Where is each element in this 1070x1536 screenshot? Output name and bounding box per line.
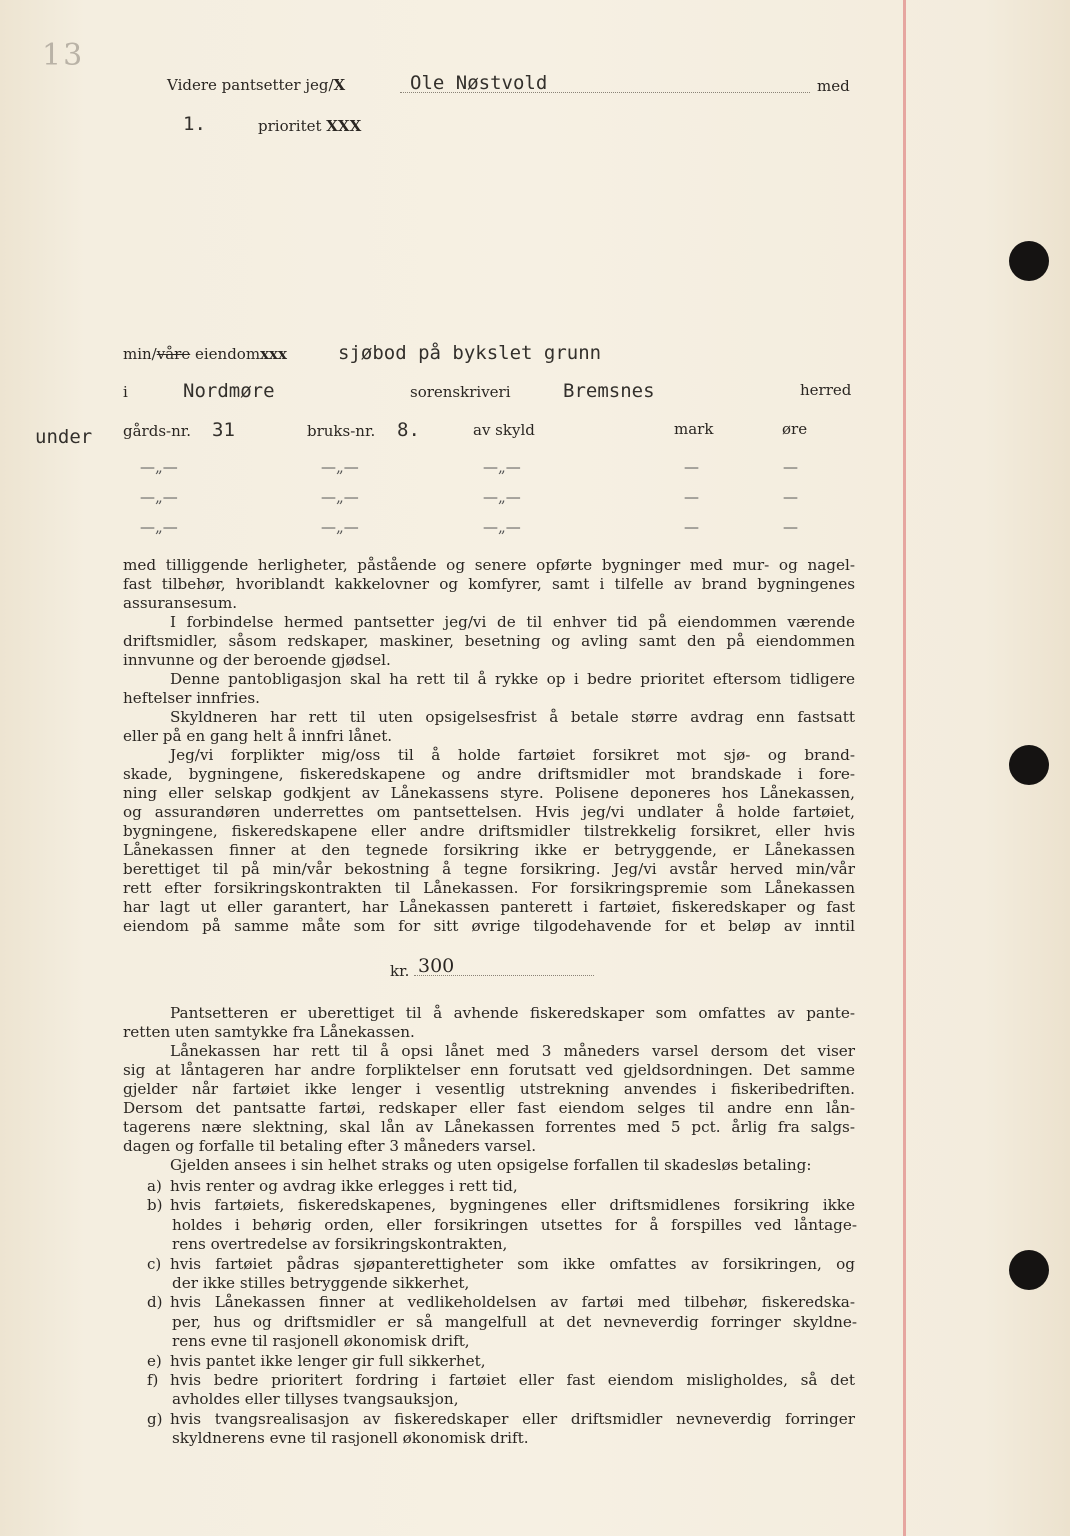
district: Nordmøre	[183, 380, 275, 402]
condition-letter: f)	[147, 1371, 159, 1389]
paragraph-line: eller på en gang helt å innfri lånet.	[123, 727, 393, 745]
condition-letter: e)	[147, 1351, 162, 1370]
paragraph-line: og assurandøren underrettes om pantsettelsen. Hvis jeg/vi undlater å holde fartøiet,	[123, 803, 855, 821]
condition-line: avholdes eller tillyses tvangsauksjon,	[172, 1390, 459, 1409]
property-description: sjøbod på bykslet grunn	[338, 342, 602, 364]
paragraph-line: ning eller selskap godkjent av Lånekassens styre. Polisene deponeres hos Lånekassen,	[123, 784, 855, 802]
condition-line: hvis fartøiet pådras sjøpanterettigheter som ikke omfattes av forsikringen, og	[170, 1254, 855, 1273]
condition-line: hvis fartøiets, fiskeredskapenes, bygningenes eller driftsmidlenes forsikring ikke	[170, 1196, 855, 1215]
property-prefix: min/våre eiendomxxx	[123, 345, 287, 363]
dash-mark: —	[684, 488, 699, 506]
ditto-mark: —„—	[321, 488, 359, 506]
mark-label: mark	[674, 420, 714, 438]
paragraph-line: Lånekassen finner at den tegnede forsikring ikke er betryggende, er Lånekassen	[123, 841, 855, 859]
dash-mark: —	[783, 518, 798, 536]
ditto-mark: —„—	[140, 488, 178, 506]
header-line	[167, 76, 345, 94]
paragraph-line: innvunne og der beroende gjødsel.	[123, 651, 391, 669]
condition-letter: g)	[147, 1409, 163, 1428]
paragraph-line: Lånekassen har rett til å opsi lånet med 3 måneders varsel dersom det viser	[170, 1042, 855, 1060]
priority-x: XXX	[326, 117, 362, 135]
paragraph-line: Denne pantobligasjon skal ha rett til å rykke op i bedre prioritet eftersom tidligere	[170, 670, 855, 688]
skyld-label: av skyld	[473, 421, 535, 439]
ditto-mark: —„—	[321, 518, 359, 536]
condition-letter: c)	[147, 1254, 162, 1273]
ditto-mark: —„—	[321, 458, 359, 476]
margin-rule	[903, 0, 906, 1536]
dash-mark: —	[783, 458, 798, 476]
paragraph-line: sig at låntageren har andre forpliktelser enn forutsatt ved gjeldsordningen. Det samme	[123, 1061, 855, 1079]
priority-label: prioritet XXX	[258, 117, 362, 135]
amount-label: kr.	[390, 962, 410, 980]
paragraph-line: driftsmidler, såsom redskaper, maskiner, besetning og avling samt den på eiendommen	[123, 632, 855, 650]
paragraph-line: gjelder når fartøiet ikke lenger i vesentlig utstrekning anvendes i fiskeribedriften.	[123, 1080, 855, 1098]
ditto-mark: —„—	[483, 458, 521, 476]
dotted-line	[414, 975, 594, 976]
condition-letter: a)	[147, 1177, 162, 1195]
ditto-mark: —„—	[140, 458, 178, 476]
ore-label: øre	[782, 420, 808, 438]
under-label: under	[35, 426, 93, 448]
paragraph-line: med tilliggende herligheter, påstående og senere opførte bygninger med mur- og nagel-	[123, 556, 855, 574]
condition-line: hvis tvangsrealisasjon av fiskeredskaper eller driftsmidler nevneverdig forringer	[170, 1409, 855, 1428]
condition-letter: b)	[147, 1196, 163, 1215]
herred-label: herred	[800, 381, 852, 399]
paragraph-line: bygningene, fiskeredskapene eller andre driftsmidler tilstrekkelig forsikret, eller hvis	[123, 822, 855, 840]
punch-hole	[1009, 1250, 1049, 1290]
punch-hole	[1009, 241, 1049, 281]
paragraph-line: assuransesum.	[123, 594, 238, 612]
paragraph-line: retten uten samtykke fra Lånekassen.	[123, 1023, 415, 1041]
condition-line: hvis Lånekassen finner at vedlikeholdelsen av fartøi med tilbehør, fiskeredska-	[170, 1293, 855, 1312]
paragraph-line: I forbindelse hermed pantsetter jeg/vi de til enhver tid på eiendommen værende	[170, 613, 855, 631]
dash-mark: —	[684, 518, 699, 536]
paragraph-line: rett efter forsikringskontrakten til Lånekassen. For forsikringspremie som Lånekassen	[123, 879, 855, 897]
paragraph-line: berettiget til på min/vår bekostning å tegne forsikring. Jeg/vi avstår herved min/vår	[123, 860, 855, 878]
header-x: X	[333, 76, 346, 94]
bruks-label: bruks-nr.	[307, 422, 376, 440]
paragraph-line: Dersom det pantsatte fartøi, redskaper eller fast eiendom selges til andre enn lån-	[123, 1099, 855, 1117]
owner-name: Ole Nøstvold	[410, 72, 548, 94]
dash-mark: —	[783, 488, 798, 506]
dash-mark: —	[684, 458, 699, 476]
corner-mark: 13	[42, 38, 85, 73]
paragraph-line: Skyldneren har rett til uten opsigelsesfrist å betale større avdrag enn fastsatt	[170, 708, 855, 726]
priority-number: 1.	[183, 113, 206, 135]
condition-line: holdes i behørig orden, eller forsikringen utsettes for å forspilles ved låntage-	[172, 1215, 857, 1234]
municipality: Bremsnes	[563, 380, 655, 402]
paragraph-line: Pantsetteren er uberettiget til å avhende fiskeredskaper som omfattes av pante-	[170, 1004, 855, 1022]
paragraph-line: fast tilbehør, hvoriblandt kakkelovner og komfyrer, samt i tilfelle av brand bygningenes	[123, 575, 855, 593]
sorenskriveri-label: sorenskriveri	[410, 383, 511, 401]
paragraph-line: heftelser innfries.	[123, 689, 260, 707]
header-suffix: med	[817, 77, 850, 95]
paragraph-line: eiendom på samme måte som for sitt øvrige tilgodehavende for et beløp av inntil	[123, 917, 855, 935]
dotted-line	[400, 92, 810, 93]
gards-label: gårds-nr.	[123, 422, 192, 440]
condition-line: hvis renter og avdrag ikke erlegges i rett tid,	[170, 1177, 518, 1195]
condition-line: rens evne til rasjonell økonomisk drift,	[172, 1332, 470, 1351]
gards-value: 31	[212, 419, 235, 441]
paragraph-line: skade, bygningene, fiskeredskapene og andre driftsmidler mot brandskade i fore-	[123, 765, 855, 783]
paragraph-line: har lagt ut eller garantert, har Lånekassen panterett i fartøiet, fiskeredskaper og fast	[123, 898, 855, 916]
paragraph-line: dagen og forfalle til betaling efter 3 måneders varsel.	[123, 1137, 537, 1155]
punch-hole	[1009, 745, 1049, 785]
paragraph-line: Jeg/vi forplikter mig/oss til å holde fartøiet forsikret mot sjø- og brand-	[170, 746, 855, 764]
header-prefix: Videre pantsetter jeg/	[167, 76, 334, 94]
bruks-value: 8.	[397, 419, 420, 441]
condition-line: hvis bedre prioritert fordring i fartøiet eller fast eiendom misligholdes, så det	[170, 1371, 855, 1389]
condition-line: rens overtredelse av forsikringskontrakten,	[172, 1235, 508, 1254]
condition-line: skyldnerens evne til rasjonell økonomisk drift.	[172, 1429, 529, 1448]
condition-line: der ikke stilles betryggende sikkerhet,	[172, 1274, 470, 1292]
ditto-mark: —„—	[483, 518, 521, 536]
condition-line: per, hus og driftsmidler er så mangelfull at det nevneverdig forringer skyldne-	[172, 1312, 857, 1331]
paragraph-line: tagerens nære slektning, skal lån av Lånekassen forrentes med 5 pct. årlig fra salgs-	[123, 1118, 855, 1136]
i-label: i	[123, 383, 128, 401]
paragraph-line: Gjelden ansees i sin helhet straks og uten opsigelse forfallen til skadesløs betaling:	[170, 1156, 812, 1174]
amount-value: 300	[418, 955, 455, 977]
ditto-mark: —„—	[140, 518, 178, 536]
condition-line: hvis pantet ikke lenger gir full sikkerhet,	[170, 1351, 486, 1370]
ditto-mark: —„—	[483, 488, 521, 506]
condition-letter: d)	[147, 1293, 163, 1312]
